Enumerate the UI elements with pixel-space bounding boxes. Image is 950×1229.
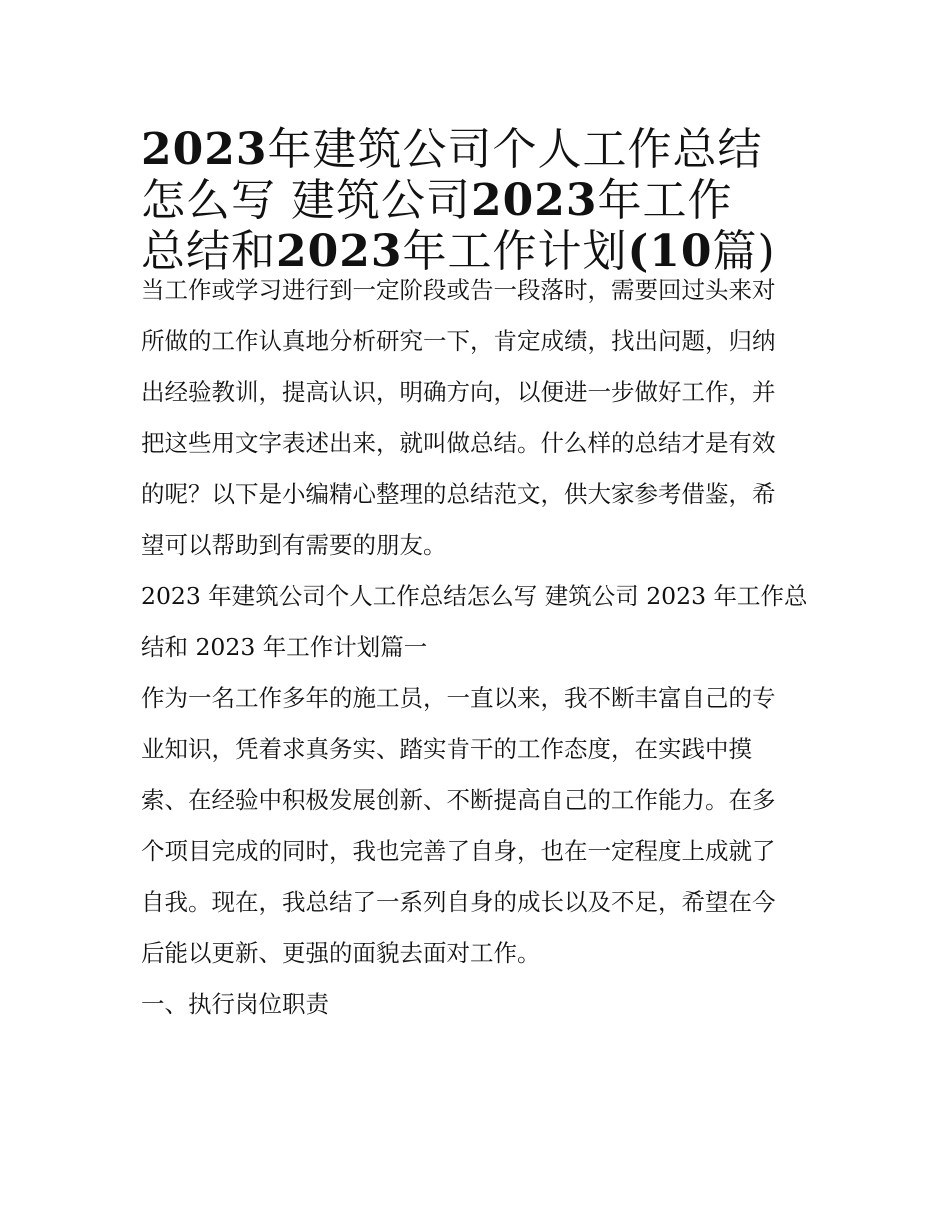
title-unit: 篇) xyxy=(712,226,776,277)
intro-line: 所做的工作认真地分析研究一下，肯定成绩，找出问题，归纳 xyxy=(141,327,776,355)
title-text-2b: 年工作 xyxy=(597,175,733,226)
section-title-line: 2023 年建筑公司个人工作总结怎么写 建筑公司 2023 年工作总 xyxy=(141,582,808,610)
body-line: 业知识，凭着求真务实、踏实肯干的工作态度，在实践中摸 xyxy=(141,735,752,763)
subheading-text: 一、执行岗位职责 xyxy=(141,990,329,1018)
document-content xyxy=(141,112,813,1030)
intro-line: 把这些用文字表述出来，就叫做总结。什么样的总结才是有效 xyxy=(141,429,776,457)
intro-line: 的呢？以下是小编精心整理的总结范文，供大家参考借鉴，希 xyxy=(141,480,776,508)
title-line-1 xyxy=(141,112,813,175)
intro-line: 当工作或学习进行到一定阶段或告一段落时，需要回过头来对 xyxy=(141,276,776,304)
intro-paragraph xyxy=(141,265,813,571)
subheading xyxy=(141,979,813,1030)
body-paragraph xyxy=(141,673,813,979)
title-year-3: 2023 xyxy=(276,226,403,277)
title-year-1: 2023 xyxy=(141,124,268,175)
title-text-2a: 怎么写 建筑公司 xyxy=(141,175,471,226)
title-count: (10 xyxy=(627,226,713,277)
title-text-1: 年建筑公司个人工作总结 xyxy=(267,124,763,175)
body-line: 索、在经验中积极发展创新、不断提高自己的工作能力。在多 xyxy=(141,786,776,814)
section-title-line: 结和 2023 年工作计划篇一 xyxy=(141,633,428,661)
section-title xyxy=(141,571,813,673)
title-text-3b: 年工作计划 xyxy=(402,226,628,277)
intro-line: 望可以帮助到有需要的朋友。 xyxy=(141,531,447,559)
title-line-3 xyxy=(141,214,813,277)
intro-line: 出经验教训，提高认识，明确方向，以便进一步做好工作，并 xyxy=(141,378,776,406)
body-line: 自我。现在，我总结了一系列自身的成长以及不足，希望在今 xyxy=(141,888,776,916)
body-line: 个项目完成的同时，我也完善了自身，也在一定程度上成就了 xyxy=(141,837,776,865)
title-year-2: 2023 xyxy=(471,175,598,226)
title-line-2 xyxy=(141,163,813,226)
body-line: 作为一名工作多年的施工员，一直以来，我不断丰富自己的专 xyxy=(141,684,776,712)
body-line: 后能以更新、更强的面貌去面对工作。 xyxy=(141,939,541,967)
document-title xyxy=(141,112,813,277)
title-text-3a: 总结和 xyxy=(141,226,276,277)
